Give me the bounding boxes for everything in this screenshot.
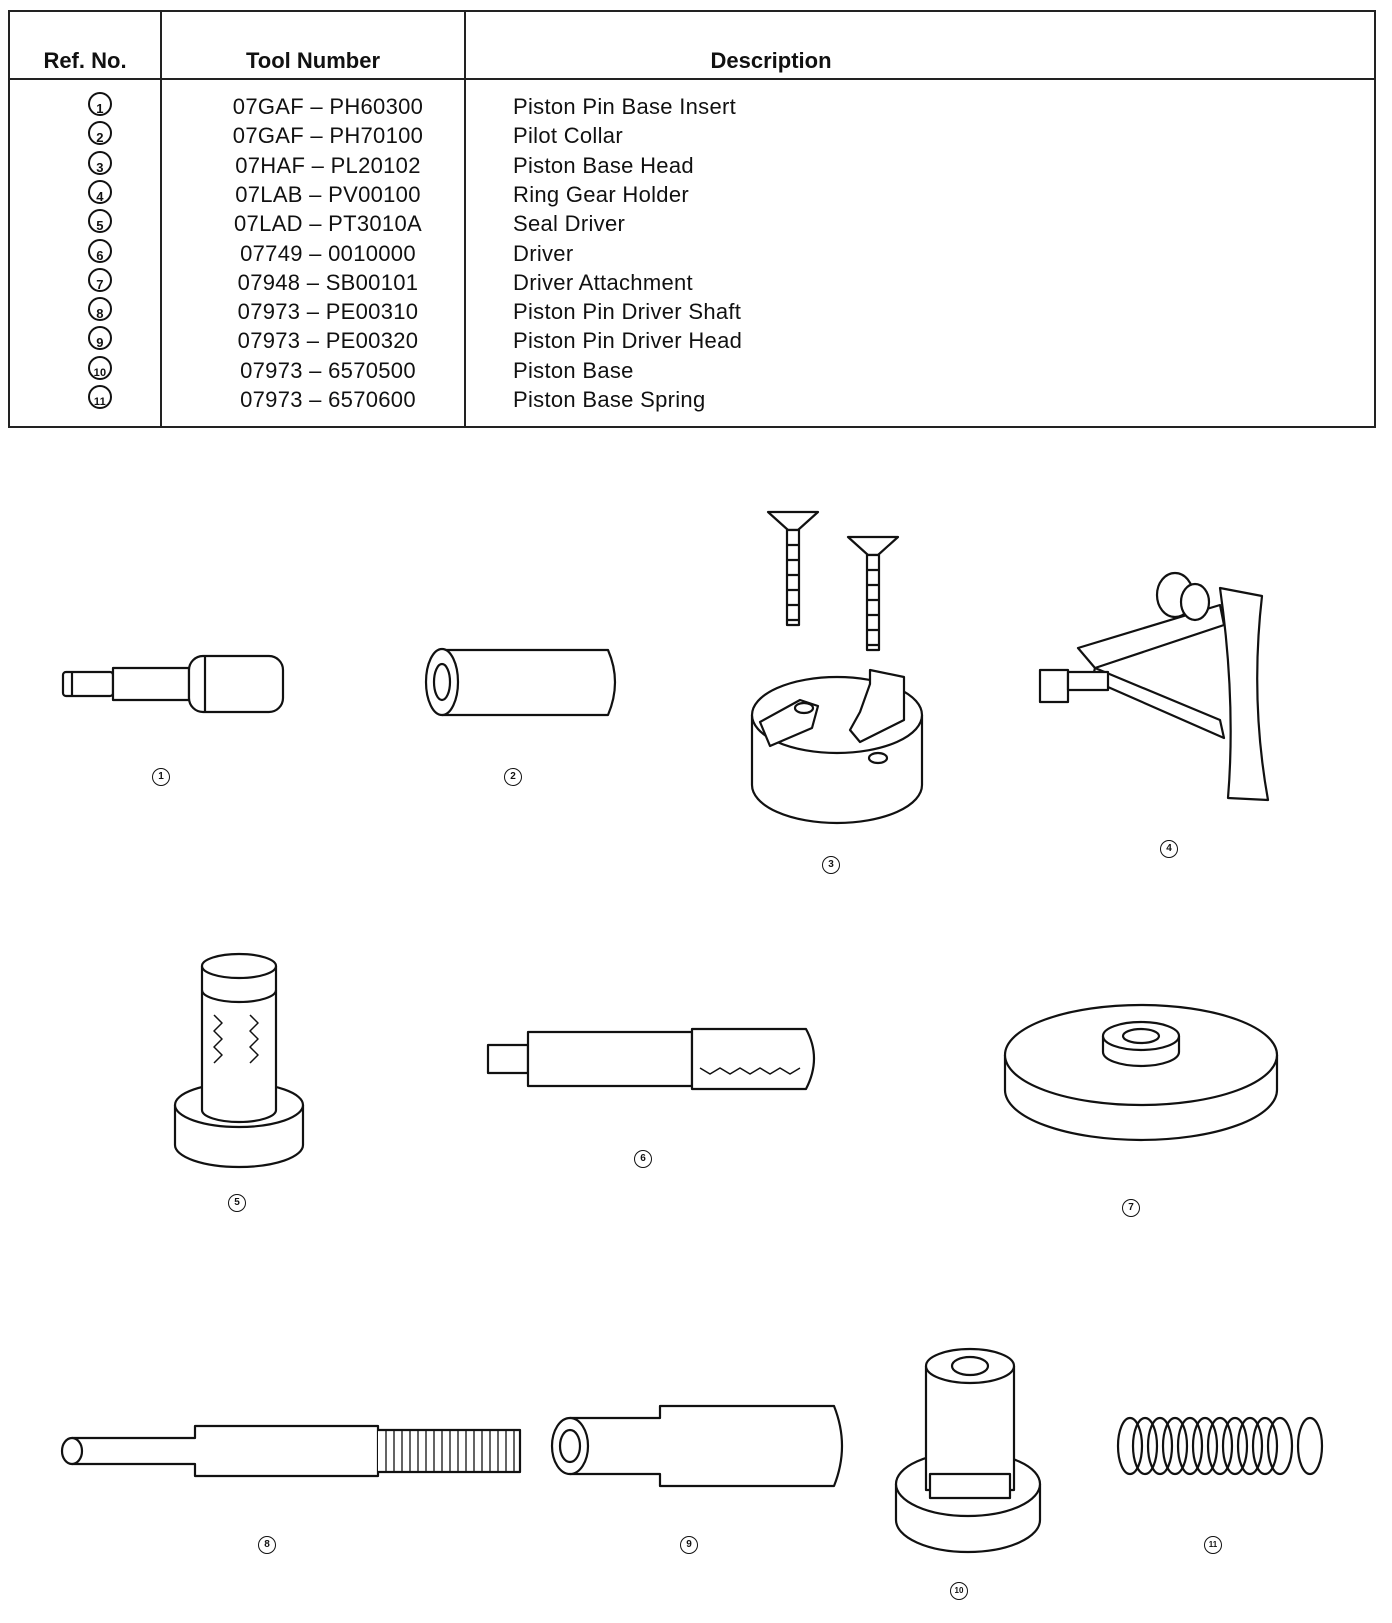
header-ref-no: Ref. No. [43, 48, 127, 73]
driver-drawing [488, 1029, 814, 1089]
illustration-caption: 2 [504, 766, 522, 786]
illustration-caption: 9 [680, 1534, 698, 1554]
tool-description: Piston Pin Driver Shaft [513, 299, 742, 325]
tool-number: 07973 – 6570600 [240, 387, 416, 412]
header-tool-number: Tool Number [245, 48, 381, 73]
table-row: 6 07749 – 0010000 Driver [10, 239, 1374, 269]
piston-pin-base-insert-drawing [63, 656, 283, 712]
header-divider [10, 78, 1374, 80]
illustration-caption: 1 [152, 766, 170, 786]
table-row: 4 07LAB – PV00100 Ring Gear Holder [10, 180, 1374, 210]
illustration-caption: 10 [950, 1580, 968, 1600]
illustration-caption: 11 [1204, 1534, 1222, 1554]
pilot-collar-drawing [426, 649, 615, 715]
piston-pin-driver-head-drawing [552, 1406, 842, 1486]
illustration-caption: 6 [634, 1148, 652, 1168]
piston-base-head-drawing [752, 512, 922, 823]
driver-attachment-drawing [1005, 1005, 1277, 1140]
illustration-caption: 8 [258, 1534, 276, 1554]
tool-number: 07973 – PE00310 [237, 299, 419, 325]
tool-description: Ring Gear Holder [513, 181, 689, 207]
illustration-caption: 3 [822, 854, 840, 874]
ring-gear-holder-drawing [1040, 573, 1268, 800]
table-row: 8 07973 – PE00310 Piston Pin Driver Shaft [10, 297, 1374, 327]
tool-description: Driver [513, 240, 574, 266]
illustration-caption: 7 [1122, 1197, 1140, 1217]
piston-pin-driver-shaft-drawing [62, 1426, 520, 1476]
tool-description: Pilot Collar [513, 123, 623, 149]
tool-number: 07GAF – PH70100 [232, 123, 424, 149]
table-row: 7 07948 – SB00101 Driver Attachment [10, 268, 1374, 298]
illustration-caption: 4 [1160, 838, 1178, 858]
tool-number: 07749 – 0010000 [240, 240, 416, 266]
tool-description: Piston Base Spring [513, 387, 706, 412]
tool-description: Seal Driver [513, 211, 626, 237]
seal-driver-drawing [175, 954, 303, 1167]
table-row: 9 07973 – PE00320 Piston Pin Driver Head [10, 326, 1374, 356]
table-row: 1 07GAF – PH60300 Piston Pin Base Insert [10, 92, 1374, 122]
table-row: 11 07973 – 6570600 Piston Base Spring [10, 385, 1374, 415]
tool-number: 07LAD – PT3010A [234, 211, 422, 237]
header-description: Description [710, 48, 832, 73]
tool-number: 07948 – SB00101 [237, 269, 419, 295]
tool-number: 07973 – PE00320 [237, 328, 419, 354]
tool-number: 07HAF – PL20102 [235, 152, 421, 178]
tool-number: 07GAF – PH60300 [232, 94, 424, 119]
illustration-caption: 5 [228, 1192, 246, 1212]
tool-description: Piston Pin Base Insert [513, 94, 737, 119]
tool-number: 07973 – 6570500 [240, 357, 416, 383]
tool-description: Piston Base [513, 357, 634, 383]
tool-illustrations [0, 430, 1392, 1618]
piston-base-drawing [896, 1349, 1040, 1552]
table-row: 3 07HAF – PL20102 Piston Base Head [10, 151, 1374, 181]
tools-table [8, 10, 1376, 428]
tool-description: Piston Base Head [513, 152, 694, 178]
tool-description: Driver Attachment [513, 269, 693, 295]
table-row: 10 07973 – 6570500 Piston Base [10, 356, 1374, 386]
piston-base-spring-drawing [1118, 1418, 1322, 1474]
tool-description: Piston Pin Driver Head [513, 328, 743, 354]
table-row: 2 07GAF – PH70100 Pilot Collar [10, 121, 1374, 151]
table-row: 5 07LAD – PT3010A Seal Driver [10, 209, 1374, 239]
tool-number: 07LAB – PV00100 [235, 181, 421, 207]
